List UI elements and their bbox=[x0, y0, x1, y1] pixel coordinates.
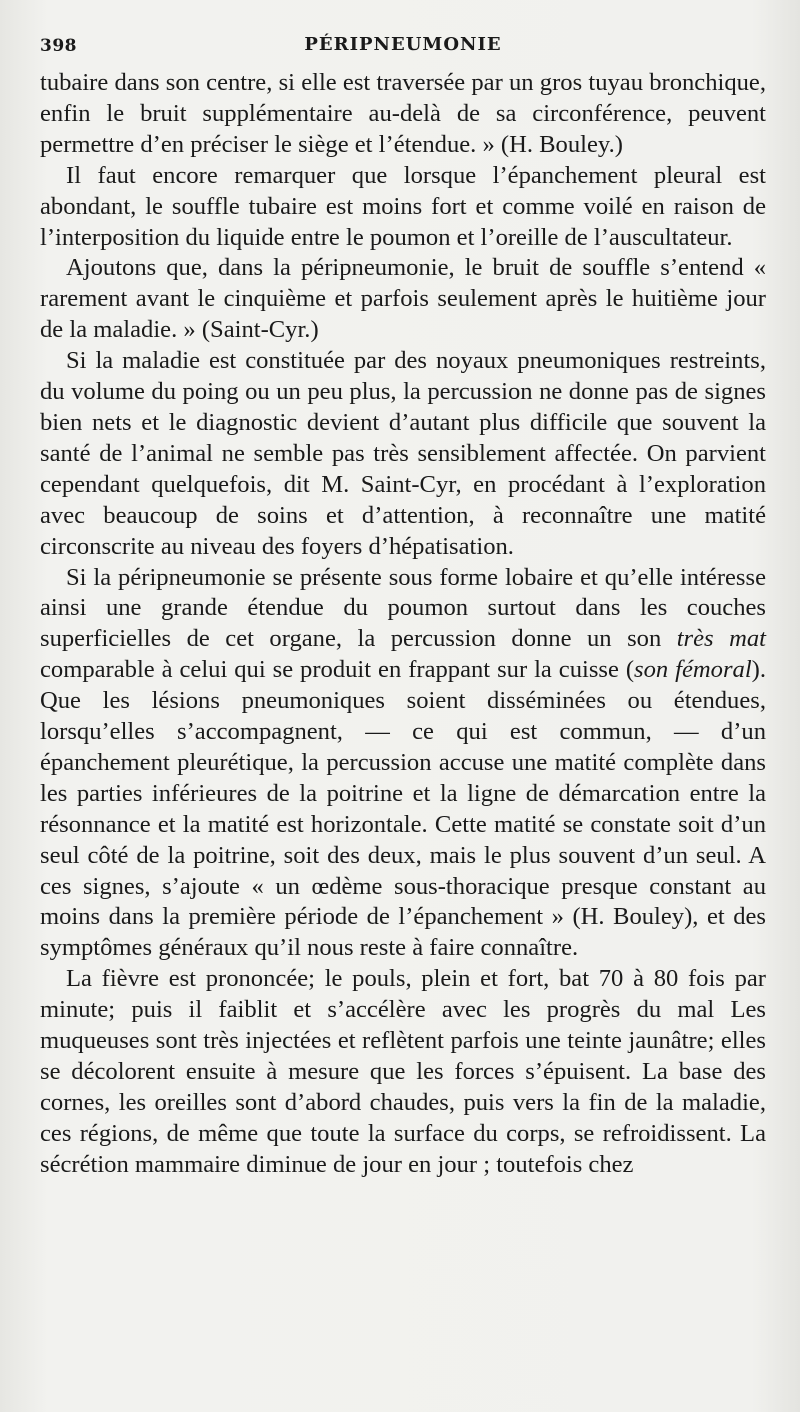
paragraph bbox=[40, 563, 766, 965]
paragraph bbox=[40, 346, 766, 562]
paragraph bbox=[40, 253, 766, 346]
page-number: 398 bbox=[40, 36, 77, 56]
italic-text: son fémoral bbox=[634, 656, 752, 684]
paragraph bbox=[40, 68, 766, 161]
text-segment: ). Que les lésions pneumoniques soient disséminées ou étendues, lorsqu’elles s’accompagnent, — ce qui est commun, — d’un épanchement pleurétique, la percussion accuse une matité complète dans les parties inférieures de la poitrine et la ligne de démarcation entre la résonnance et la matité est horizontale. Cette matité se constate soit d’un seul côté de la poitrine, soit des deux, mais le plus souvent d’un seul. A ces signes, s’ajoute « un œdème sous-thoracique presque constant au moins dans la première période de l’épanchement » (H. Bouley), et des symptômes généraux qu’il nous reste à faire connaître. bbox=[40, 656, 766, 962]
italic-text: très mat bbox=[676, 625, 766, 653]
text-segment: tubaire dans son centre, si elle est traversée par un gros tuyau bronchique, enfin le bruit supplémentaire au-delà de sa circonférence, peuvent permettre d’en préciser le siège et l’étendue. » (H. Bouley.) bbox=[40, 69, 766, 158]
page-header bbox=[40, 28, 766, 64]
paragraph bbox=[40, 161, 766, 254]
text-segment: Si la maladie est constituée par des noyaux pneumoniques restreints, du volume du poing ou un peu plus, la percussion ne donne pas de signes bien nets et le diagnostic devient d’autant plus difficile que souvent la santé de l’animal ne semble pas très sensiblement affectée. On parvient cependant quelquefois, dit M. Saint-Cyr, en procédant à l’exploration avec beaucoup de soins et d’attention, à reconnaître une matité circonscrite au niveau des foyers d’hépatisation. bbox=[40, 347, 766, 560]
text-segment: La fièvre est prononcée; le pouls, plein et fort, bat 70 à 80 fois par minute; puis il faiblit et s’accélère avec les progrès du mal Les muqueuses sont très injectées et reflètent parfois une teinte jaunâtre; elles se décolorent ensuite à mesure que les forces s’épuisent. La base des cornes, les oreilles sont d’abord chaudes, puis vers la fin de la maladie, ces régions, de même que toute la surface du corps, se refroidissent. La sécrétion mammaire diminue de jour en jour ; toutefois chez bbox=[40, 965, 766, 1178]
text-segment: Il faut encore remarquer que lorsque l’épanchement pleural est abondant, le souffle tubaire est moins fort et comme voilé en raison de l’interposition du liquide entre le poumon et l’oreille de l’auscultateur. bbox=[40, 161, 766, 251]
text-segment: Si la péripneumonie se présente sous forme lobaire et qu’elle intéresse ainsi une grande étendue du poumon surtout dans les couches superficielles de cet organe, la percussion donne un son bbox=[40, 563, 766, 653]
paragraph bbox=[40, 964, 766, 1180]
text-segment: comparable à celui qui se produit en frappant sur la cuisse ( bbox=[40, 656, 635, 684]
body-text bbox=[40, 68, 766, 1181]
text-segment: Ajoutons que, dans la péripneumonie, le bruit de souffle s’entend « rarement avant le cinquième et parfois seulement après le huitième jour de la maladie. » (Saint-Cyr.) bbox=[40, 254, 766, 344]
running-title: PÉRIPNEUMONIE bbox=[304, 34, 502, 55]
